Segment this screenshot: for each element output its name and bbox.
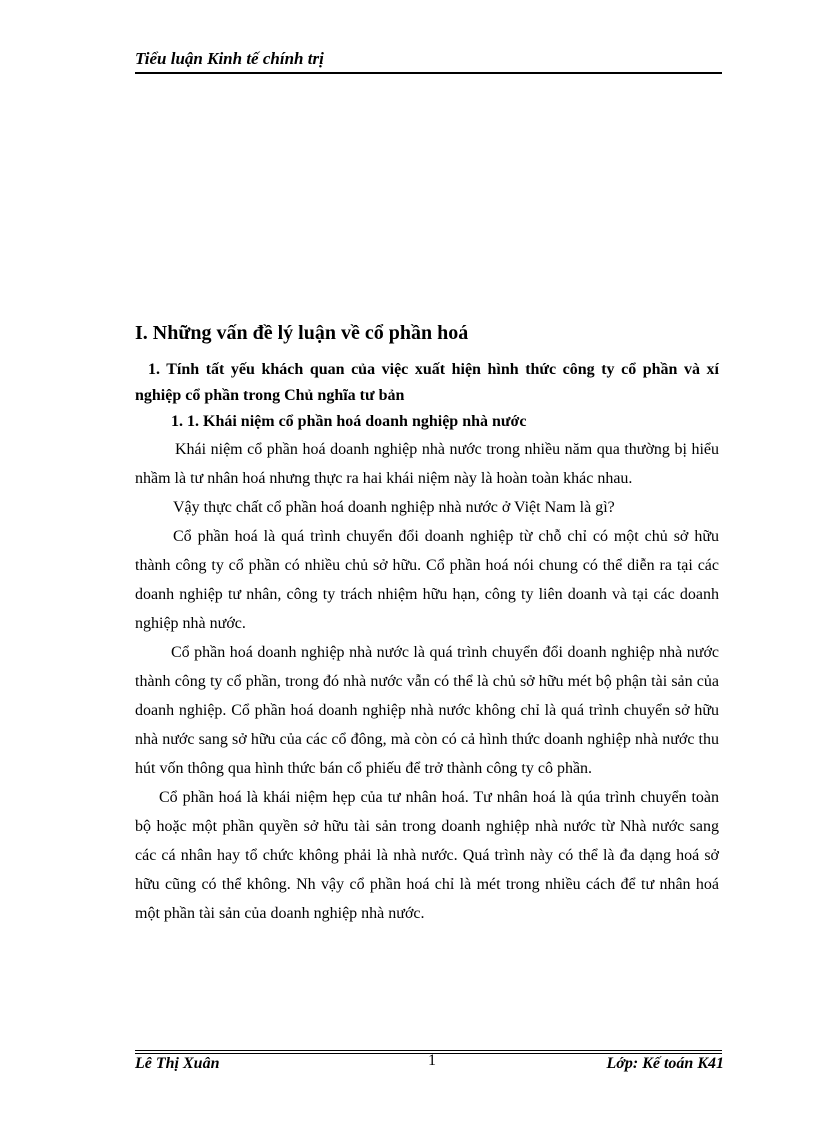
page-header xyxy=(135,48,722,74)
paragraph: Cổ phần hoá là quá trình chuyển đổi doanh nghiệp từ chỗ chỉ có một chủ sở hữu thành công ty cổ phần có nhiều chủ sở hữu. Cổ phần hoá nói chung có thể diễn ra tại các doanh nghiệp tư nhân, công ty trách nhiệm hữu hạn, công ty liên doanh và tại các doanh nghiệp nhà nước. xyxy=(135,528,719,632)
main-content xyxy=(135,318,719,928)
section-heading: I. Những vấn đề lý luận về cổ phần hoá xyxy=(135,322,469,344)
paragraph: Khái niệm cổ phần hoá doanh nghiệp nhà nước trong nhiều năm qua thường bị hiểu nhầm là tư nhân hoá nhưng thực ra hai khái niệm này là hoàn toàn khác nhau. xyxy=(135,441,719,487)
footer-author: Lê Thị Xuân xyxy=(135,1055,220,1072)
paragraph: Cổ phần hoá doanh nghiệp nhà nước là quá trình chuyển đổi doanh nghiệp nhà nước thành công ty cổ phần, trong đó nhà nước vẫn có thể là chủ sở hữu mét bộ phận tài sản của doanh nghiệp. Cổ phần hoá doanh nghiệp nhà nước không chỉ là quá trình chuyển sở hữu nhà nước sang sở hữu của các cổ đông, mà còn có cả hình thức doanh nghiệp nhà nước thu hút vốn thông qua hình thức bán cổ phiếu để trở thành công ty cô phần. xyxy=(135,644,719,777)
subsubsection-heading: 1. 1. Khái niệm cổ phần hoá doanh nghiệp nhà nước xyxy=(171,413,527,430)
footer-class: Lớp: Kế toán K41 xyxy=(606,1055,724,1072)
paragraph: Vậy thực chất cổ phần hoá doanh nghiệp nhà nước ở Việt Nam là gì? xyxy=(173,499,615,516)
subsection-heading: 1. Tính tất yếu khách quan của việc xuất hiện hình thức công ty cổ phần và xí nghiệp cổ phần trong Chủ nghĩa tư bản xyxy=(135,361,719,404)
page-number: 1 xyxy=(428,1052,436,1069)
header-title: Tiểu luận Kinh tế chính trị xyxy=(135,49,324,68)
paragraph: Cổ phần hoá là khái niệm hẹp của tư nhân hoá. Tư nhân hoá là qúa trình chuyển toàn bộ hoặc một phần quyền sở hữu tài sản trong doanh nghiệp nhà nước từ Nhà nước sang các cá nhân hay tổ chức không phải là nhà nước. Quá trình này có thể là đa dạng hoá sở hữu cũng có thể không. Nh vậy cổ phần hoá chỉ là mét trong nhiều cách để tư nhân hoá một phần tài sản của doanh nghiệp nhà nước. xyxy=(135,789,719,922)
